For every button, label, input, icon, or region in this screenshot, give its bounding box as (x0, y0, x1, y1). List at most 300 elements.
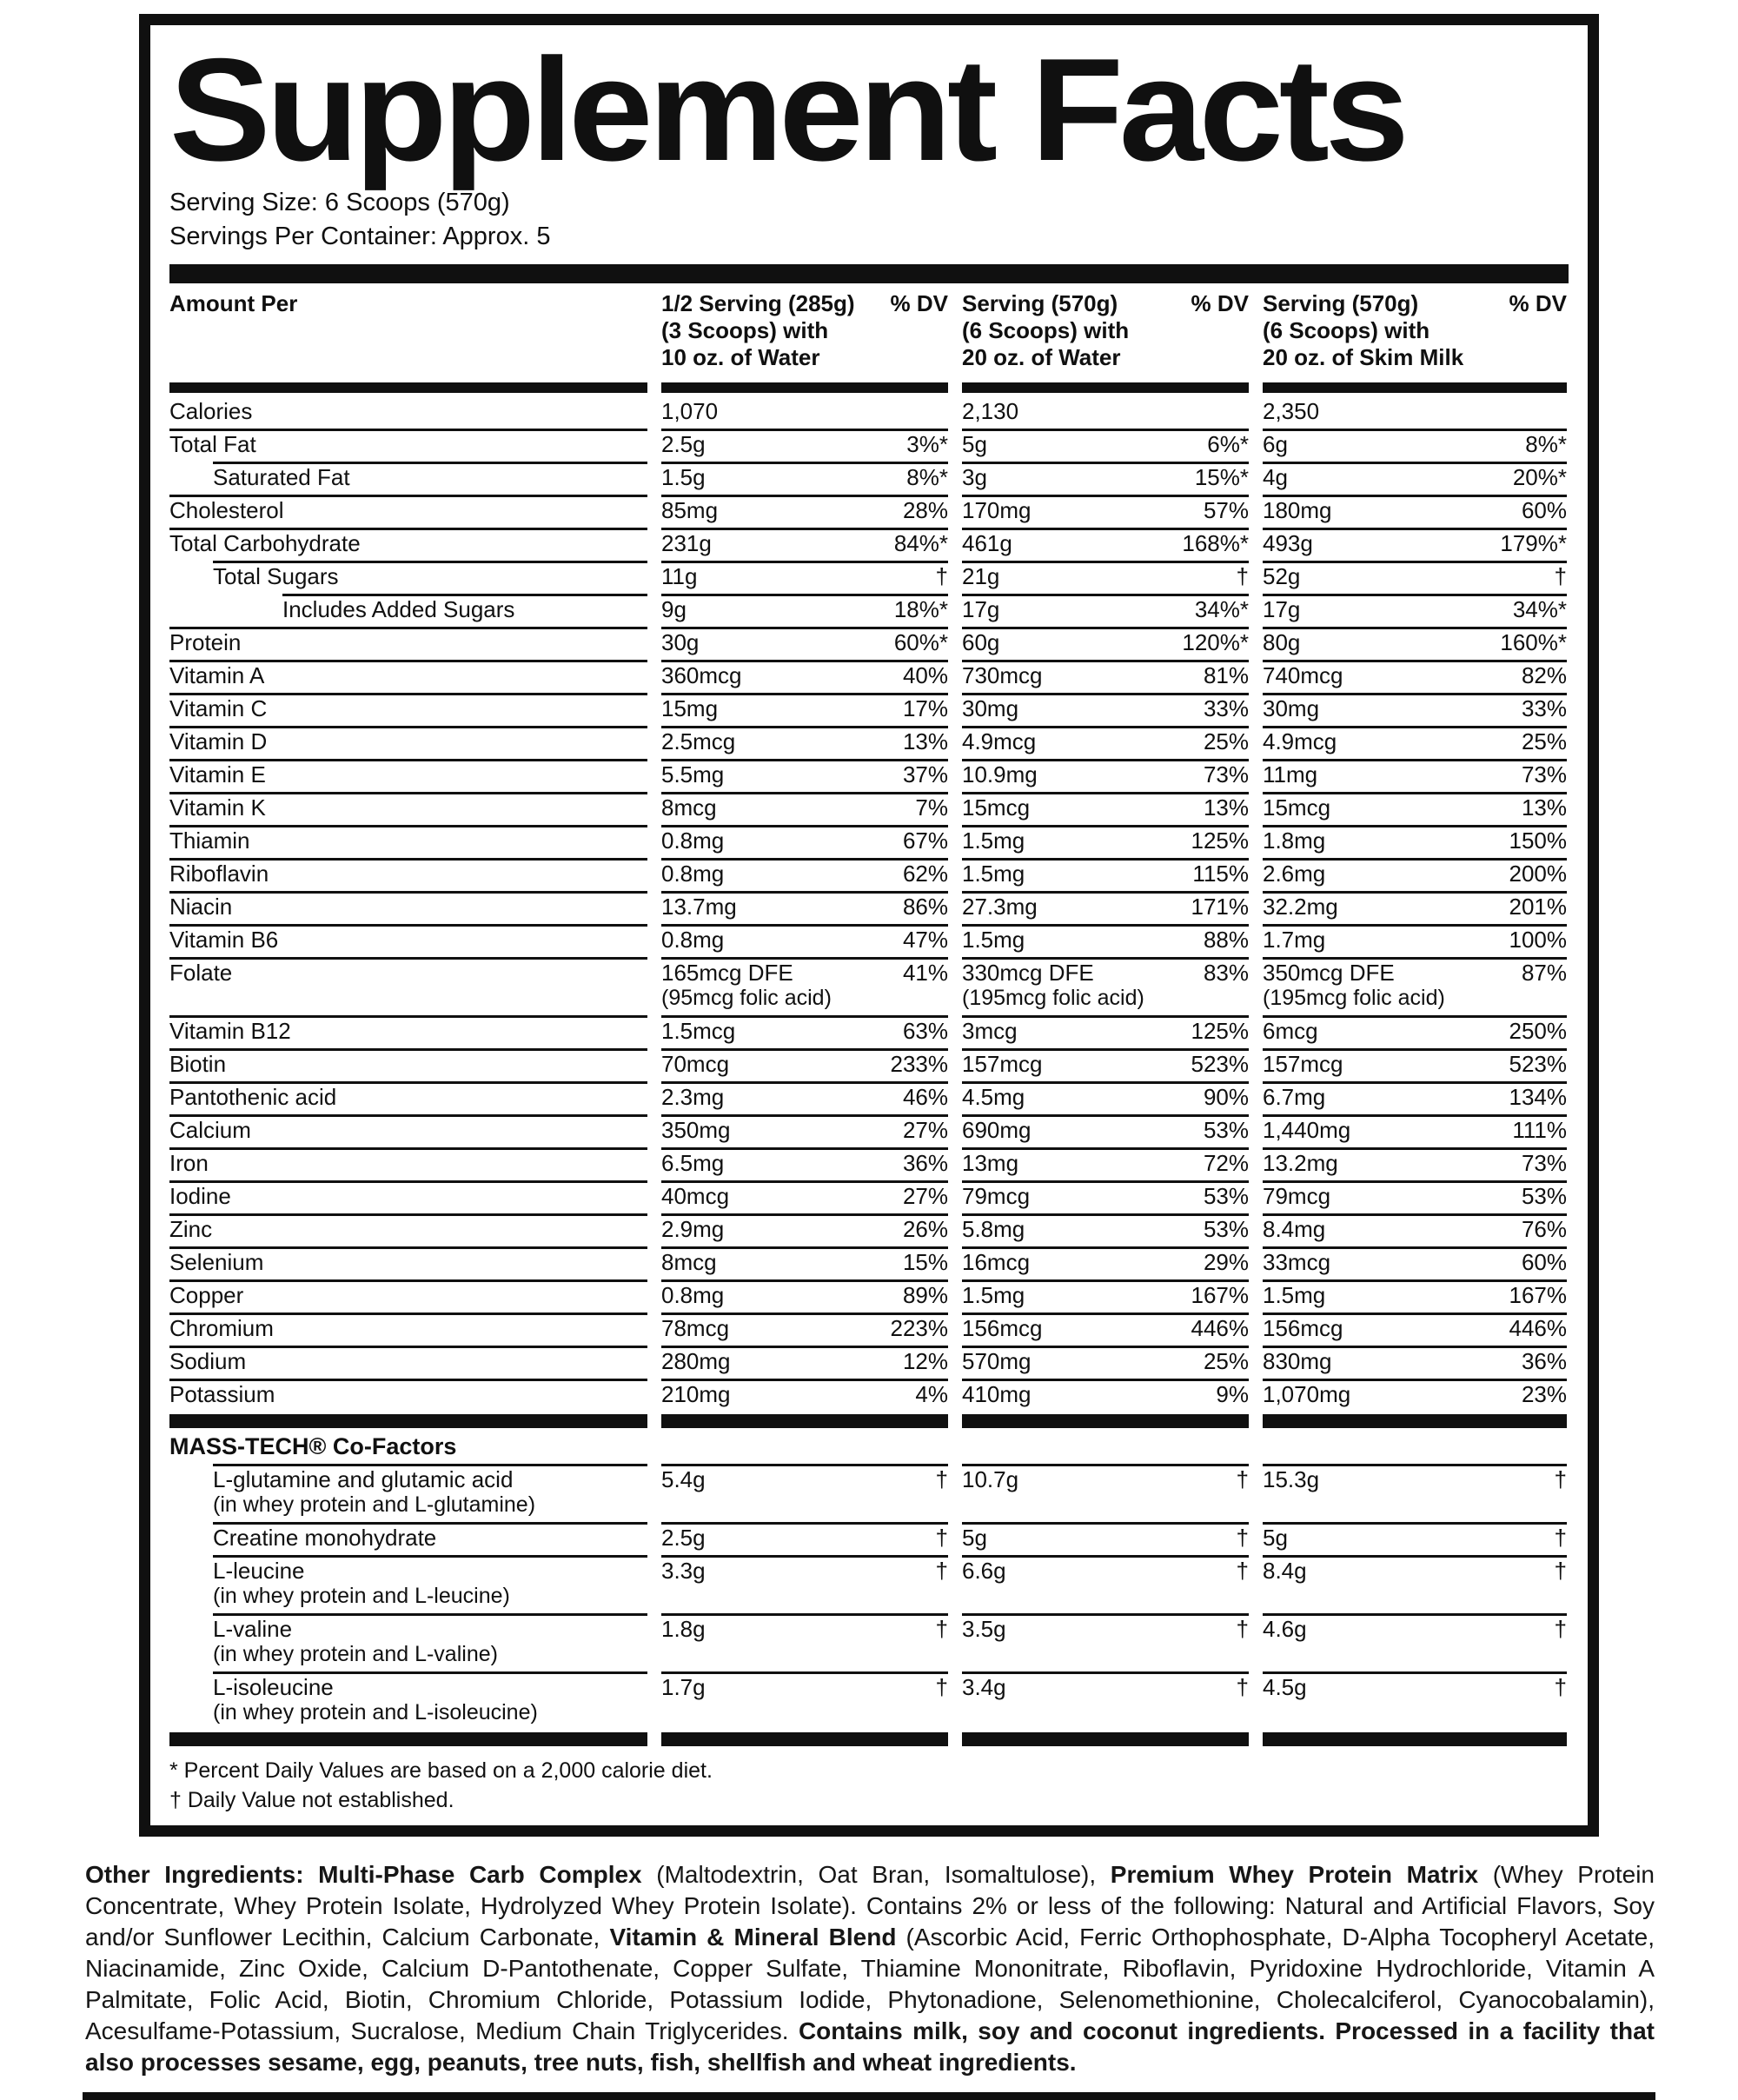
dv-value: 201% (1509, 893, 1567, 920)
amount-per-label: Amount Per (169, 289, 298, 316)
value-cell (661, 891, 948, 924)
dv-value: 9% (1216, 1380, 1249, 1407)
dv-value: † (935, 1524, 948, 1551)
amount-value: 11g (661, 562, 698, 589)
table-row (169, 1464, 1569, 1522)
amount-wrap (661, 1118, 731, 1143)
amount-wrap (962, 1250, 1030, 1275)
amount-value: 2,350 (1263, 397, 1320, 424)
table-row (169, 462, 1569, 495)
column-header (1263, 283, 1567, 380)
value-cell (962, 891, 1249, 924)
amount-value: 6mcg (1263, 1017, 1318, 1044)
dv-value: 62% (902, 860, 948, 887)
supplement-facts-title: Supplement Facts (169, 28, 1405, 191)
amount-value: 9g (661, 595, 687, 622)
value-cell (1263, 1346, 1567, 1379)
dv-value: 40% (902, 661, 948, 688)
nutrient-name-cell (169, 924, 647, 957)
amount-value: 52g (1263, 562, 1301, 589)
amount-value: 330mcg DFE (962, 959, 1094, 986)
dv-value: 57% (1203, 496, 1249, 523)
dv-value: 13% (902, 728, 948, 754)
dv-value: † (1236, 1673, 1249, 1700)
dv-value: 25% (1203, 1347, 1249, 1374)
amount-value: 1.8mg (1263, 827, 1326, 854)
value-cell (661, 528, 948, 561)
column-header-line: 10 oz. of Water (661, 343, 820, 370)
amount-value: 350mg (661, 1116, 731, 1143)
amount-wrap (962, 1151, 1018, 1176)
value-cell (1263, 1312, 1567, 1346)
value-cell (661, 594, 948, 627)
value-cell (661, 1346, 948, 1379)
amount-value: 1.5mg (962, 827, 1025, 854)
dv-value: 73% (1203, 761, 1249, 788)
dv-header: % DV (890, 289, 948, 316)
amount-wrap (661, 1617, 706, 1642)
amount-value: 4g (1263, 463, 1288, 490)
table-row (169, 957, 1569, 1015)
amount-wrap (1263, 1675, 1307, 1700)
value-cell (962, 1015, 1249, 1048)
dv-value: 72% (1203, 1149, 1249, 1176)
value-cell (661, 1015, 948, 1048)
amount-wrap (1263, 1250, 1330, 1275)
amount-value: 157mcg (962, 1050, 1043, 1077)
dv-value: 250% (1509, 1017, 1567, 1044)
amount-wrap (962, 762, 1038, 788)
amount-wrap (661, 762, 724, 788)
amount-value: 6.7mg (1263, 1083, 1326, 1110)
dv-value: 223% (890, 1314, 948, 1341)
dv-value: † (935, 562, 948, 589)
empty-cell (962, 1431, 1249, 1464)
amount-value: 6g (1263, 430, 1288, 457)
separator-cell (661, 1730, 948, 1749)
dv-value: 29% (1203, 1248, 1249, 1275)
value-cell (661, 726, 948, 759)
nutrient-name: Calories (169, 397, 253, 424)
dv-value: 23% (1521, 1380, 1567, 1407)
amount-value: 5.8mg (962, 1215, 1025, 1242)
amount-value: 0.8mg (661, 1281, 725, 1308)
amount-value: 156mcg (962, 1314, 1043, 1341)
dv-value: 60% (1521, 1248, 1567, 1275)
amount-wrap (962, 663, 1043, 688)
nutrient-name: L-isoleucine (213, 1673, 334, 1700)
nutrient-name-cell (169, 561, 647, 594)
amount-wrap (962, 1467, 1018, 1492)
amount-value: 3g (962, 463, 987, 490)
nutrient-name: Vitamin E (169, 761, 266, 788)
value-cell (962, 1180, 1249, 1213)
amount-wrap (962, 1118, 1032, 1143)
nutrient-name-cell (169, 1522, 647, 1555)
dv-value: 90% (1203, 1083, 1249, 1110)
value-cell (962, 1346, 1249, 1379)
amount-wrap (661, 498, 718, 523)
dv-value: 13% (1521, 794, 1567, 821)
amount-value: 280mg (661, 1347, 731, 1374)
amount-value: 10.7g (962, 1465, 1019, 1492)
amount-wrap (1263, 894, 1338, 920)
amount-wrap (962, 465, 987, 490)
amount-wrap (1263, 1316, 1343, 1341)
dv-value: 83% (1203, 959, 1249, 986)
nutrient-name: Zinc (169, 1215, 213, 1242)
value-cell (1263, 1081, 1567, 1114)
amount-value: 8mcg (661, 794, 717, 821)
amount-value: 1,070 (661, 397, 719, 424)
amount-wrap (1263, 1617, 1307, 1642)
amount-wrap (1263, 399, 1319, 424)
amount-wrap (962, 927, 1025, 953)
amount-value: 360mcg (661, 661, 742, 688)
nutrient-name-cell (169, 1312, 647, 1346)
amount-value: 13mg (962, 1149, 1019, 1176)
value-cell (661, 1048, 948, 1081)
amount-value: 740mcg (1263, 661, 1343, 688)
amount-wrap (1263, 927, 1325, 953)
nutrient-name: Niacin (169, 893, 233, 920)
dv-value: 523% (1509, 1050, 1567, 1077)
dv-value: 17% (902, 694, 948, 721)
dv-header: % DV (1191, 289, 1249, 316)
table-row (169, 395, 1569, 429)
amount-value: 730mcg (962, 661, 1043, 688)
nutrient-name: Thiamin (169, 827, 250, 854)
value-cell (661, 1279, 948, 1312)
nutrient-name-cell (169, 957, 647, 1015)
amount-value: 2.5g (661, 430, 706, 457)
dv-value: 15% (902, 1248, 948, 1275)
value-cell (661, 429, 948, 462)
value-cell (661, 495, 948, 528)
dv-value: 3%* (906, 430, 948, 457)
dv-value: 200% (1509, 860, 1567, 887)
amount-wrap (962, 1316, 1043, 1341)
value-cell (1263, 1671, 1567, 1730)
amount-value: 15mcg (962, 794, 1031, 821)
separator-cell (169, 1412, 647, 1431)
value-cell (962, 693, 1249, 726)
amount-value: 170mg (962, 496, 1032, 523)
amount-wrap (1263, 1085, 1325, 1110)
amount-wrap (962, 1382, 1032, 1407)
value-cell (661, 1114, 948, 1147)
dv-value: 125% (1191, 827, 1249, 854)
value-cell (1263, 924, 1567, 957)
amount-value: 5g (1263, 1524, 1288, 1551)
footnotes (169, 1756, 1569, 1815)
value-cell (661, 924, 948, 957)
amount-wrap (1263, 696, 1319, 721)
nutrient-name-cell (169, 1464, 647, 1522)
amount-value: 15mcg (1263, 794, 1331, 821)
table-row (169, 891, 1569, 924)
amount-wrap (661, 1283, 724, 1308)
facts-table (169, 283, 1569, 1749)
cofactors-header-row (169, 1431, 1569, 1464)
amount-wrap (1263, 597, 1300, 622)
amount-wrap (1263, 531, 1313, 556)
amount-wrap (962, 795, 1030, 821)
amount-value: 40mcg (661, 1182, 730, 1209)
value-cell (661, 759, 948, 792)
table-row (169, 1180, 1569, 1213)
nutrient-name-cell (169, 594, 647, 627)
dv-value: 446% (1191, 1314, 1249, 1341)
amount-wrap (962, 1217, 1025, 1242)
value-cell (661, 957, 948, 1015)
amount-value: 8mcg (661, 1248, 717, 1275)
dv-value: † (1554, 1673, 1567, 1700)
amount-value: 17g (962, 595, 1000, 622)
value-cell (962, 1613, 1249, 1671)
dv-value: 150% (1509, 827, 1567, 854)
amount-wrap (661, 1052, 729, 1077)
dv-value: 26% (902, 1215, 948, 1242)
amount-value: 157mcg (1263, 1050, 1343, 1077)
ingredient-segment: (Ascorbic Acid, Ferric Orthophosphate, D-Alpha Tocopheryl Acetate, Niacinamide, Zinc Oxide, Calcium D-Pantothenate, Copper Sulfate, Thiamine Mononitrate, Riboflavin, Pyridoxine Hydrochloride, Vitamin A Palmitate, Folic Acid, Biotin, Chromium Chloride, Potassium Iodide, Phytonadione, Selenomethionine, Cholecalciferol, Cyanocobalamin), Acesulfame-Potassium, Sucralose, Medium Chain Triglycerides. (85, 1923, 1655, 2044)
nutrient-name: Vitamin D (169, 728, 268, 754)
amount-value: 70mcg (661, 1050, 730, 1077)
value-cell (1263, 1279, 1567, 1312)
value-cell (661, 1464, 948, 1522)
amount-value: 5g (962, 1524, 987, 1551)
amount-value: 6.6g (962, 1557, 1006, 1584)
amount-value: 60g (962, 628, 1000, 655)
amount-wrap (661, 927, 724, 953)
dv-value: † (1554, 1557, 1567, 1584)
nutrient-name-cell (169, 1613, 647, 1671)
amount-value: 1.5mg (962, 926, 1025, 953)
nutrient-name: Creatine monohydrate (213, 1524, 437, 1551)
dv-value: 33% (1521, 694, 1567, 721)
amount-value: 1.5mg (1263, 1281, 1326, 1308)
nutrient-name: Iodine (169, 1182, 231, 1209)
amount-wrap (661, 1675, 706, 1700)
amount-value: 3.3g (661, 1557, 706, 1584)
amount-wrap (962, 861, 1025, 887)
dv-value: 36% (902, 1149, 948, 1176)
value-cell (1263, 1379, 1567, 1412)
dv-value: 37% (902, 761, 948, 788)
amount-value: 0.8mg (661, 860, 725, 887)
amount-value: 690mg (962, 1116, 1032, 1143)
dv-value: 160%* (1500, 628, 1567, 655)
column-header-line: Serving (570g) (962, 289, 1118, 316)
amount-value: 79mcg (1263, 1182, 1331, 1209)
value-cell (1263, 594, 1567, 627)
amount-value: 4.5mg (962, 1083, 1025, 1110)
amount-wrap (962, 564, 999, 589)
amount-wrap (962, 960, 1144, 1011)
amount-wrap (962, 1349, 1032, 1374)
table-row (169, 825, 1569, 858)
amount-value: 2.3mg (661, 1083, 725, 1110)
column-header-line: 1/2 Serving (285g) (661, 289, 855, 316)
amount-wrap (962, 1019, 1018, 1044)
nutrient-name: Selenium (169, 1248, 264, 1275)
dv-value: † (935, 1557, 948, 1584)
column-header-lines (661, 290, 855, 371)
amount-wrap (1263, 1283, 1325, 1308)
amount-value: 10.9mg (962, 761, 1038, 788)
amount-wrap (661, 1085, 724, 1110)
amount-wrap (962, 1675, 1006, 1700)
amount-value: 493g (1263, 529, 1313, 556)
amount-wrap (1263, 432, 1288, 457)
ingredient-segment: (Maltodextrin, Oat Bran, Isomaltulose), (656, 1860, 1111, 1888)
footnote: * Percent Daily Values are based on a 2,000 calorie diet. (169, 1758, 713, 1783)
amount-wrap (661, 1250, 717, 1275)
amount-wrap (1263, 564, 1300, 589)
header-row (169, 283, 1569, 380)
amount-value: 0.8mg (661, 926, 725, 953)
nutrient-name-cell (169, 1147, 647, 1180)
amount-wrap (661, 828, 724, 854)
dv-value: 120%* (1182, 628, 1249, 655)
amount-value: 1.7mg (1263, 926, 1326, 953)
amount-value: 2.9mg (661, 1215, 725, 1242)
amount-wrap (661, 1316, 729, 1341)
ingredients-paragraph (85, 1859, 1655, 2078)
amount-wrap (661, 432, 706, 457)
table-row (169, 627, 1569, 660)
nutrient-name: Saturated Fat (213, 463, 350, 490)
amount-value: 13.2mg (1263, 1149, 1338, 1176)
value-cell (661, 1671, 948, 1730)
amount-wrap (661, 894, 737, 920)
value-cell (1263, 693, 1567, 726)
value-cell (1263, 429, 1567, 462)
separator-bar (169, 264, 1569, 283)
dv-value: 25% (1203, 728, 1249, 754)
dv-value: 87% (1521, 959, 1567, 986)
value-cell (661, 1213, 948, 1246)
table-row (169, 858, 1569, 891)
ingredient-segment: Other Ingredients: Multi-Phase Carb Complex (85, 1860, 657, 1888)
dv-value: 84%* (893, 529, 948, 556)
nutrient-name-cell (169, 825, 647, 858)
dv-value: 12% (902, 1347, 948, 1374)
dv-value: † (1236, 1615, 1249, 1642)
amount-wrap (962, 1184, 1030, 1209)
amount-wrap (661, 531, 712, 556)
dv-value: 60%* (893, 628, 948, 655)
nutrient-name: Biotin (169, 1050, 227, 1077)
empty-cell (661, 1431, 948, 1464)
amount-wrap (1263, 762, 1317, 788)
amount-value: 165mcg DFE (661, 959, 793, 986)
nutrient-name: Pantothenic acid (169, 1083, 337, 1110)
cofactors-header: MASS-TECH® Co-Factors (169, 1432, 457, 1459)
amount-wrap (661, 1217, 724, 1242)
dv-value: † (1554, 1465, 1567, 1492)
nutrient-name-cell (169, 1081, 647, 1114)
amount-value: 5.4g (661, 1465, 706, 1492)
amount-value: 570mg (962, 1347, 1032, 1374)
value-cell (1263, 825, 1567, 858)
nutrient-name: Cholesterol (169, 496, 284, 523)
nutrient-note: (in whey protein and L-valine) (213, 1641, 498, 1666)
amount-value: 4.6g (1263, 1615, 1307, 1642)
value-cell (1263, 561, 1567, 594)
nutrient-note: (in whey protein and L-leucine) (213, 1583, 510, 1608)
amount-value: 3.4g (962, 1673, 1006, 1700)
amount-wrap (962, 531, 1012, 556)
value-cell (1263, 1180, 1567, 1213)
value-cell (661, 660, 948, 693)
amount-wrap (962, 1525, 987, 1551)
dv-value: † (1236, 1557, 1249, 1584)
table-row (169, 1346, 1569, 1379)
column-header-lines (1263, 290, 1463, 371)
value-cell (962, 1081, 1249, 1114)
value-cell (1263, 395, 1567, 429)
table-row (169, 1279, 1569, 1312)
value-cell (1263, 1246, 1567, 1279)
amount-wrap (1263, 1052, 1343, 1077)
nutrient-name: Total Sugars (213, 562, 339, 589)
separator-cell (962, 1412, 1249, 1431)
amount-value: 16mcg (962, 1248, 1031, 1275)
table-row (169, 693, 1569, 726)
dv-value: 46% (902, 1083, 948, 1110)
nutrient-name-cell (169, 429, 647, 462)
nutrient-name-cell (169, 858, 647, 891)
amount-value: 231g (661, 529, 712, 556)
amount-wrap (962, 1558, 1006, 1584)
dv-value: 81% (1203, 661, 1249, 688)
nutrient-note: (in whey protein and L-isoleucine) (213, 1699, 538, 1725)
separator-cell (661, 380, 948, 395)
table-row (169, 1671, 1569, 1730)
amount-value: 30mg (1263, 694, 1320, 721)
amount-wrap (962, 630, 999, 655)
value-cell (1263, 726, 1567, 759)
separator-bar-row (169, 1412, 1569, 1431)
dv-value: 73% (1521, 761, 1567, 788)
dv-value: † (935, 1673, 948, 1700)
dv-value: 167% (1509, 1281, 1567, 1308)
value-cell (661, 395, 948, 429)
nutrient-name: Iron (169, 1149, 209, 1176)
dv-value: † (1554, 1615, 1567, 1642)
amount-value: 5.5mg (661, 761, 725, 788)
amount-value: 1.8g (661, 1615, 706, 1642)
amount-wrap (1263, 1151, 1338, 1176)
nutrient-name-cell (169, 1346, 647, 1379)
value-cell (1263, 1114, 1567, 1147)
dv-value: 7% (915, 794, 948, 821)
value-cell (661, 1246, 948, 1279)
value-cell (962, 924, 1249, 957)
value-cell (962, 792, 1249, 825)
amount-value: 5g (962, 430, 987, 457)
amount-value: 6.5mg (661, 1149, 725, 1176)
amount-wrap (661, 564, 697, 589)
amount-value: 2.5mcg (661, 728, 736, 754)
table-row (169, 1555, 1569, 1613)
value-cell (962, 594, 1249, 627)
amount-wrap (1263, 1217, 1325, 1242)
dv-value: 47% (902, 926, 948, 953)
amount-value: 8.4g (1263, 1557, 1307, 1584)
value-cell (962, 759, 1249, 792)
